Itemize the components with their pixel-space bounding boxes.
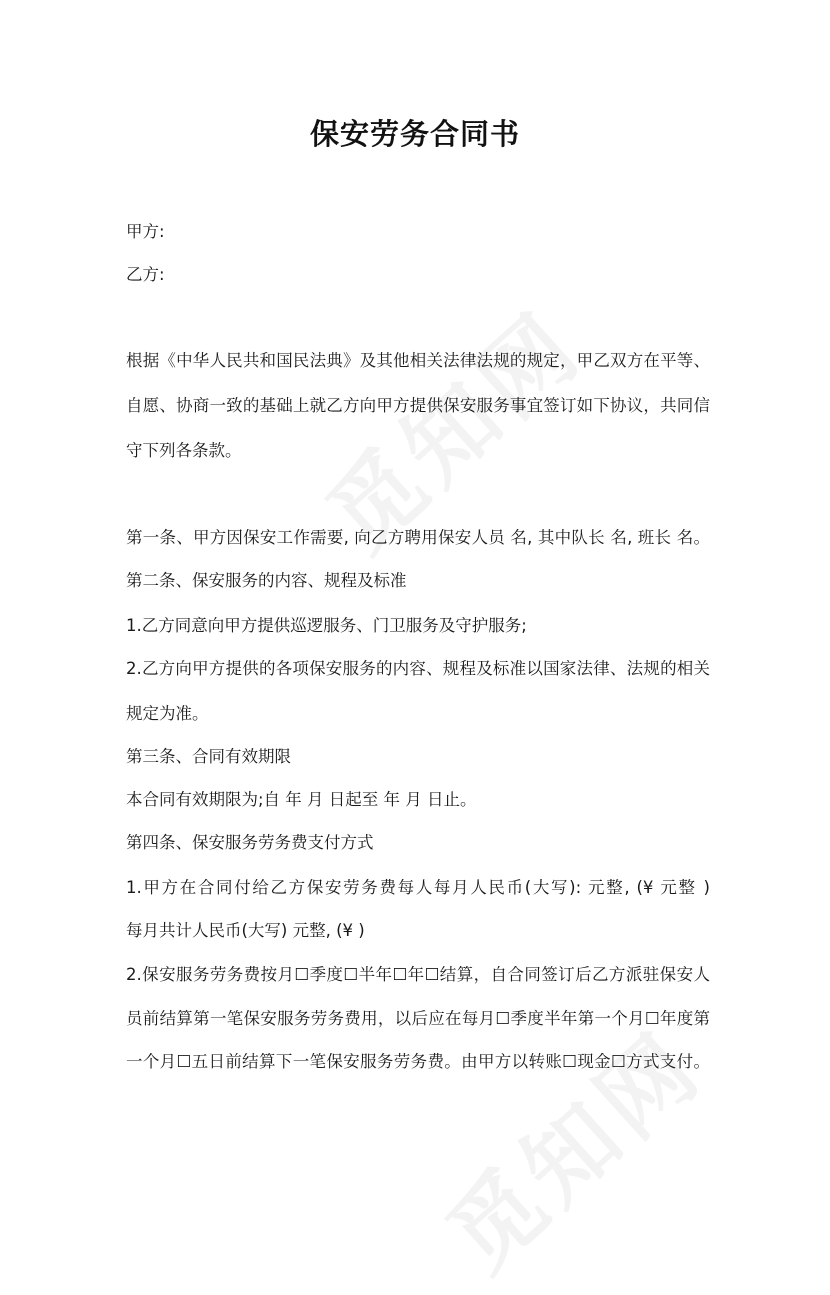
preamble-line: 自愿、协商一致的基础上就乙方向甲方提供保安服务事宜签订如下协议，共同信 — [126, 396, 710, 415]
clause-heading: 第四条、保安服务劳务费支付方式 — [126, 833, 374, 852]
clause-line: 本合同有效期限为;自 年 月 日起至 年 月 日止。 — [126, 790, 477, 809]
party-a-label: 甲方: — [126, 222, 165, 241]
party-b-label: 乙方: — [126, 265, 165, 284]
watermark — [414, 997, 725, 1295]
clause-line: 第一条、甲方因保安工作需要, 向乙方聘用保安人员 名, 其中队长 名, 班长 名。 — [126, 528, 710, 547]
clause-line: 1.乙方同意向甲方提供巡逻服务、门卫服务及守护服务; — [126, 616, 527, 635]
preamble-line: 守下列各条款。 — [126, 441, 242, 460]
clause-line: 每月共计人民币(大写) 元整, (¥ ) — [126, 921, 365, 940]
document-title: 保安劳务合同书 — [309, 117, 520, 151]
clause-line: 2.乙方向甲方提供的各项保安服务的内容、规程及标准以国家法律、法规的相关 — [126, 659, 710, 678]
clause-line: 2.保安服务劳务费按月☐季度☐半年☐年☐结算，自合同签订后乙方派驻保安人 — [126, 965, 710, 984]
clause-heading: 第二条、保安服务的内容、规程及标准 — [126, 571, 407, 590]
clause-line: 1.甲方在合同付给乙方保安劳务费每人每月人民币(大写): 元整, (¥ 元整 ) — [126, 878, 710, 897]
clause-heading: 第三条、合同有效期限 — [126, 747, 291, 766]
preamble-line: 根据《中华人民共和国民法典》及其他相关法律法规的规定，甲乙双方在平等、 — [126, 351, 710, 370]
clause-line: 员前结算第一笔保安服务劳务费用，以后应在每月☐季度半年第一个月☐年度第 — [126, 1009, 710, 1028]
clause-line: 规定为准。 — [126, 704, 209, 723]
clause-line: 一个月☐五日前结算下一笔保安服务劳务费。由甲方以转账☐现金☐方式支付。 — [126, 1052, 710, 1071]
